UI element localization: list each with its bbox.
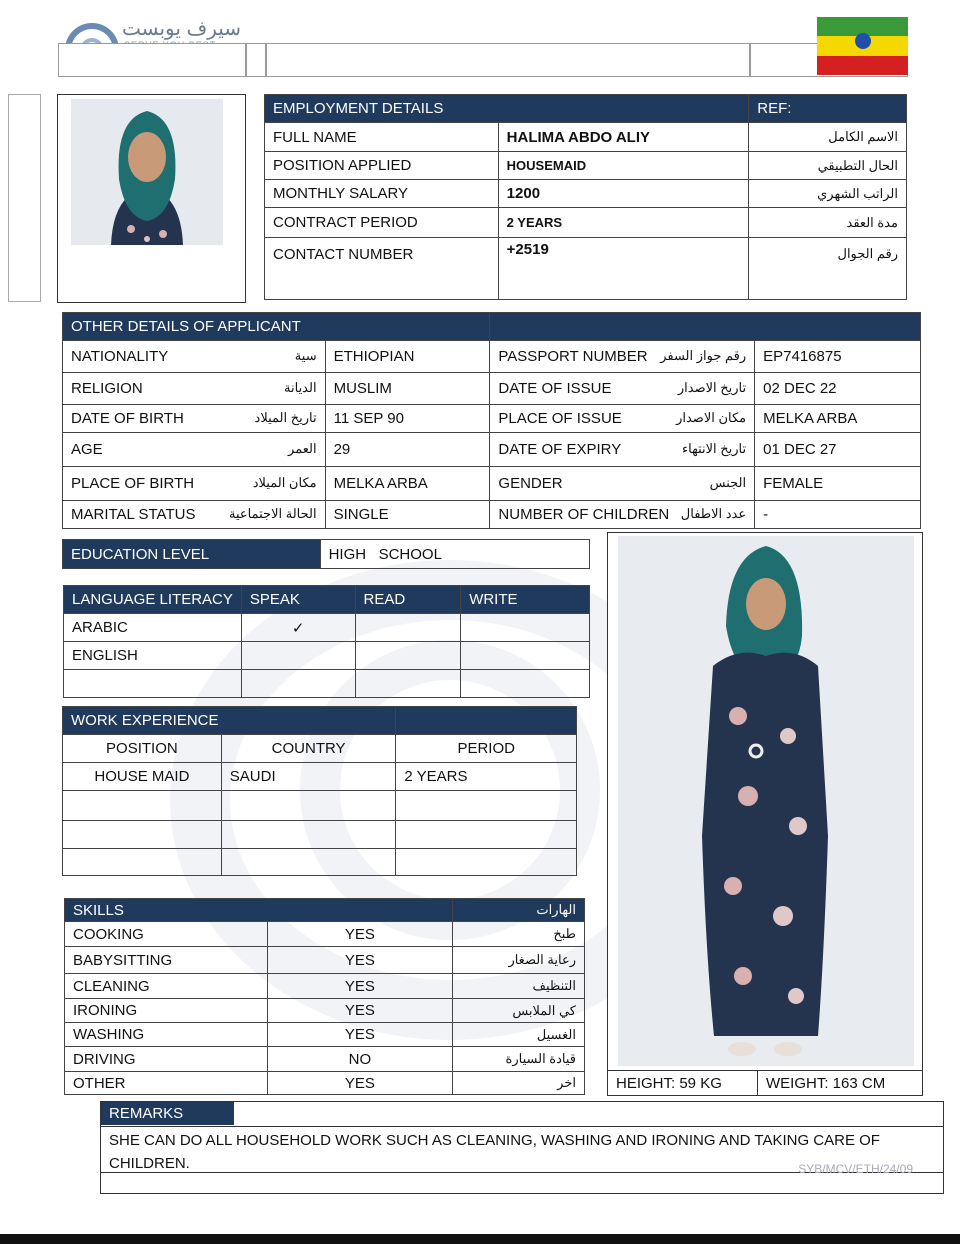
remarks-text: SHE CAN DO ALL HOUSEHOLD WORK SUCH AS CLEANING, WASHING AND IRONING AND TAKING CARE OF CHILDREN. (109, 1132, 880, 1172)
employment-row (265, 238, 907, 300)
detail-cell (63, 405, 326, 433)
detail-value: MELKA ARBA (325, 467, 490, 501)
skill-name-ar: رعاية الصغار (453, 947, 585, 974)
work-period: 2 YEARS (396, 763, 577, 791)
detail-label: RELIGION (71, 380, 143, 397)
empty-cell (63, 849, 222, 876)
portrait-figure-icon (71, 99, 223, 245)
skills-table (64, 898, 585, 1095)
reference-code: SYB/MCV/ETH/24/09 (798, 1162, 913, 1176)
skill-value: YES (267, 999, 452, 1023)
speak-check: ✓ (241, 614, 355, 642)
detail-label: NUMBER OF CHILDREN (498, 506, 670, 523)
skill-name-ar: طبخ (453, 922, 585, 947)
detail-cell (63, 501, 326, 529)
field-label-ar: الحال التطبيقي (749, 152, 907, 180)
work-row (63, 763, 577, 791)
detail-cell (490, 433, 755, 467)
work-row-empty (63, 821, 577, 849)
empty-cell (221, 791, 396, 821)
detail-label-ar: سية (294, 348, 317, 363)
detail-cell (63, 341, 326, 373)
detail-label-ar: عدد الاطفال (680, 506, 747, 521)
skill-value: YES (267, 922, 452, 947)
skills-title (65, 899, 453, 922)
detail-label-ar: تاريخ الميلاد (254, 410, 317, 425)
education-row (63, 540, 590, 569)
employment-row (265, 123, 907, 152)
detail-row (63, 501, 921, 529)
employment-row (265, 152, 907, 180)
detail-row (63, 405, 921, 433)
other-title-blank (490, 313, 921, 341)
work-row-empty (63, 849, 577, 876)
detail-cell (490, 373, 755, 405)
write-check (461, 614, 590, 642)
skill-name: CLEANING (65, 974, 268, 999)
skill-name-ar: التنظيف (453, 974, 585, 999)
empty-cell (396, 849, 577, 876)
language-row (64, 614, 590, 642)
work-row-empty (63, 791, 577, 821)
field-value: HOUSEMAID (498, 152, 749, 180)
full-body-figure-icon (618, 536, 914, 1066)
skill-value: YES (267, 1023, 452, 1047)
language-row-empty (64, 670, 590, 698)
country-header: COUNTRY (221, 735, 396, 763)
detail-label-ar: تاريخ الاصدار (677, 380, 747, 395)
employment-table (264, 94, 907, 300)
language-header-row (64, 586, 590, 614)
skill-row (65, 947, 585, 974)
detail-cell (63, 373, 326, 405)
detail-label-ar: الحالة الاجتماعية (229, 506, 317, 521)
full-body-image (618, 536, 914, 1066)
skill-name: WASHING (65, 1023, 268, 1047)
detail-value: 29 (325, 433, 490, 467)
top-field-1 (58, 43, 246, 77)
detail-row (63, 373, 921, 405)
empty-cell (396, 821, 577, 849)
applicant-photo-small (57, 94, 246, 303)
detail-value: 11 SEP 90 (325, 405, 490, 433)
detail-label: MARITAL STATUS (71, 506, 196, 523)
field-label: FULL NAME (265, 123, 499, 152)
ethiopia-flag (817, 17, 908, 75)
detail-label-ar: الجنس (709, 475, 747, 490)
flag-emblem-icon (855, 33, 871, 49)
language-name: ARABIC (64, 614, 242, 642)
top-field-3 (266, 43, 750, 77)
detail-label: AGE (71, 441, 103, 458)
detail-row (63, 467, 921, 501)
detail-value: 02 DEC 22 (755, 373, 921, 405)
work-position: HOUSE MAID (63, 763, 222, 791)
skill-value: YES (267, 974, 452, 999)
detail-row (63, 341, 921, 373)
detail-cell (490, 467, 755, 501)
detail-value: SINGLE (325, 501, 490, 529)
remarks-title: REMARKS (101, 1102, 234, 1125)
work-country: SAUDI (221, 763, 396, 791)
detail-value: 01 DEC 27 (755, 433, 921, 467)
field-label-ar: مدة العقد (749, 208, 907, 238)
work-experience-table (62, 706, 577, 876)
detail-value: MUSLIM (325, 373, 490, 405)
field-value: HALIMA ABDO ALIY (498, 123, 749, 152)
employment-row (265, 208, 907, 238)
empty-cell (355, 670, 461, 698)
language-table (63, 585, 590, 698)
detail-label: DATE OF BIRTH (71, 410, 184, 427)
field-label: CONTACT NUMBER (265, 238, 499, 300)
detail-label: NATIONALITY (71, 348, 169, 365)
detail-value: - (755, 501, 921, 529)
detail-cell (490, 341, 755, 373)
period-header: PERIOD (396, 735, 577, 763)
read-check (355, 642, 461, 670)
weight-label: WEIGHT: 163 CM (758, 1070, 922, 1096)
detail-label-ar: رقم جواز السفر (660, 348, 747, 363)
detail-label-ar: العمر (288, 441, 317, 456)
ref-label: REF: (749, 95, 907, 123)
skill-name-ar: كي الملابس (453, 999, 585, 1023)
field-label: POSITION APPLIED (265, 152, 499, 180)
skill-row (65, 974, 585, 999)
logo-arabic: سيرف يوبست (122, 18, 242, 40)
empty-cell (396, 791, 577, 821)
empty-cell (241, 670, 355, 698)
detail-label-ar: الديانة (284, 380, 317, 395)
work-title-text: WORK EXPERIENCE (71, 712, 219, 729)
remarks-box (100, 1101, 944, 1194)
empty-cell (221, 821, 396, 849)
work-header-row (63, 707, 577, 735)
position-header: POSITION (63, 735, 222, 763)
education-value: HIGH SCHOOL (320, 540, 589, 569)
skill-name-ar: الغسيل (453, 1023, 585, 1047)
empty-cell (63, 791, 222, 821)
skill-row (65, 999, 585, 1023)
detail-value: ETHIOPIAN (325, 341, 490, 373)
education-label: EDUCATION LEVEL (63, 540, 321, 569)
skills-title-ar: الهارات (453, 899, 585, 922)
other-header-row (63, 313, 921, 341)
detail-label-ar: مكان الميلاد (252, 475, 317, 490)
employment-header-row (265, 95, 907, 123)
top-field-2 (246, 43, 266, 77)
skill-name-ar: قيادة السيارة (453, 1047, 585, 1072)
skill-row (65, 1023, 585, 1047)
language-header: LANGUAGE LITERACY (64, 586, 242, 614)
detail-value: MELKA ARBA (755, 405, 921, 433)
read-check (355, 614, 461, 642)
read-header: READ (355, 586, 461, 614)
detail-cell (63, 467, 326, 501)
other-title: OTHER DETAILS OF APPLICANT (63, 313, 490, 341)
skill-name-ar: اخر (453, 1072, 585, 1095)
skill-row (65, 922, 585, 947)
skills-title-text: SKILLS (73, 901, 124, 919)
skill-row (65, 1072, 585, 1095)
detail-cell (490, 405, 755, 433)
employment-title: EMPLOYMENT DETAILS (265, 95, 749, 123)
skill-value: YES (267, 1072, 452, 1095)
field-label-ar: رقم الجوال (749, 238, 907, 300)
detail-row (63, 433, 921, 467)
detail-label: PASSPORT NUMBER (498, 348, 648, 365)
detail-value: EP7416875 (755, 341, 921, 373)
skills-header-row (65, 899, 585, 922)
work-title-blank (396, 707, 577, 735)
detail-label: GENDER (498, 475, 563, 492)
other-details-table (62, 312, 921, 529)
field-value: +2519 (498, 238, 749, 300)
side-margin-box (8, 94, 41, 302)
write-header: WRITE (461, 586, 590, 614)
skill-name: DRIVING (65, 1047, 268, 1072)
portrait-image (71, 99, 223, 245)
empty-cell (63, 821, 222, 849)
detail-label-ar: تاريخ الانتهاء (682, 441, 747, 456)
skill-value: YES (267, 947, 452, 974)
detail-value: FEMALE (755, 467, 921, 501)
field-value: 1200 (498, 180, 749, 208)
employment-row (265, 180, 907, 208)
detail-label: DATE OF ISSUE (498, 380, 612, 397)
detail-label-ar: مكان الاصدار (676, 410, 747, 425)
empty-cell (64, 670, 242, 698)
language-name: ENGLISH (64, 642, 242, 670)
skill-name: IRONING (65, 999, 268, 1023)
write-check (461, 642, 590, 670)
field-label-ar: الراتب الشهري (749, 180, 907, 208)
height-label: HEIGHT: 59 KG (608, 1070, 758, 1096)
language-row (64, 642, 590, 670)
field-label: CONTRACT PERIOD (265, 208, 499, 238)
skill-name: COOKING (65, 922, 268, 947)
field-label: MONTHLY SALARY (265, 180, 499, 208)
skill-value: NO (267, 1047, 452, 1072)
flag-red (817, 56, 908, 75)
speak-header: SPEAK (241, 586, 355, 614)
work-title (63, 707, 396, 735)
detail-cell (490, 501, 755, 529)
detail-label: DATE OF EXPIRY (498, 441, 622, 458)
speak-check (241, 642, 355, 670)
detail-label: PLACE OF ISSUE (498, 410, 622, 427)
remarks-divider (101, 1126, 943, 1127)
applicant-photo-full (607, 532, 923, 1096)
empty-cell (221, 849, 396, 876)
empty-cell (461, 670, 590, 698)
detail-cell (63, 433, 326, 467)
skill-name: OTHER (65, 1072, 268, 1095)
work-columns-row (63, 735, 577, 763)
education-table (62, 539, 590, 569)
skill-row (65, 1047, 585, 1072)
detail-label: PLACE OF BIRTH (71, 475, 195, 492)
skill-name: BABYSITTING (65, 947, 268, 974)
field-label-ar: الاسم الكامل (749, 123, 907, 152)
field-value: 2 YEARS (498, 208, 749, 238)
